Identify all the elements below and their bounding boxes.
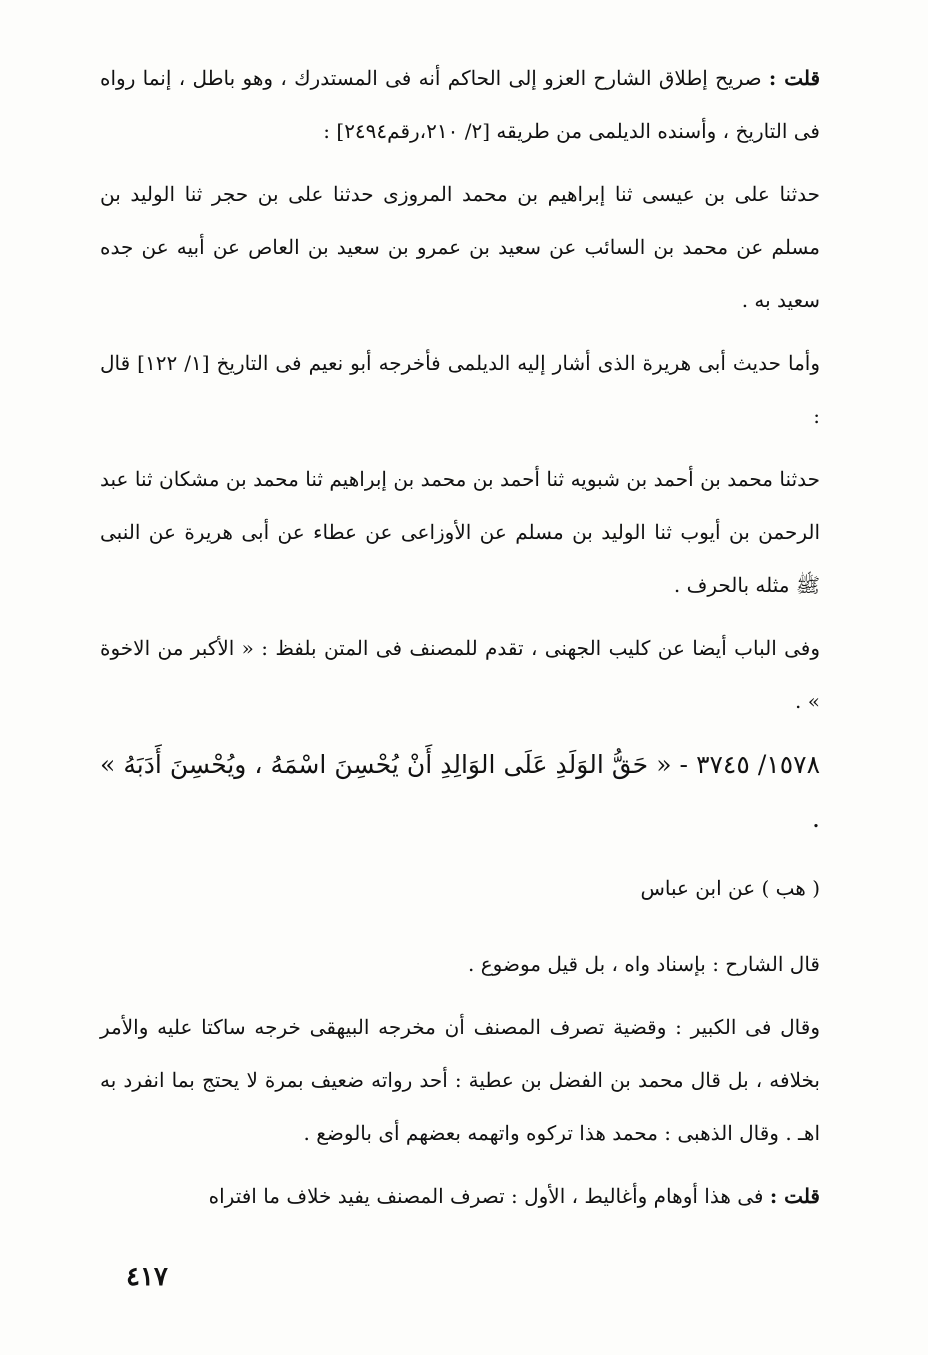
paragraph-qult-2: [100, 1170, 820, 1223]
paragraph-isnad-abu-nuaym: [100, 453, 820, 612]
paragraph-text: حدثنا على بن عيسى ثنا إبراهيم بن محمد المروزى حدثنا على بن حجر ثنا الوليد بن مسلم عن محمد بن السائب عن سعيد بن عمرو بن سعيد بن العاص عن أبيه عن جده سعيد به .: [100, 182, 820, 312]
paragraph-text: وقال فى الكبير : وقضية تصرف المصنف أن مخرجه البيهقى خرجه ساكتا عليه والأمر بخلافه ، بل قال محمد بن الفضل بن عطية : أحد رواته ضعيف بمرة لا يحتج بما انفرد به اهـ . وقال الذهبى : محمد هذا تركوه واتهمه بعضهم أى بالوضع .: [100, 1015, 821, 1145]
paragraph-kabir: [100, 1001, 820, 1160]
paragraph-text: فى هذا أوهام وأغاليط ، الأول : تصرف المصنف يفيد خلاف ما افتراه: [208, 1184, 770, 1208]
paragraph-isnad-daylami: [100, 168, 820, 327]
hadith-number: ١٥٧٨/ ٣٧٤٥: [696, 750, 821, 779]
paragraph-kulayb: [100, 622, 820, 728]
paragraph-text: وأما حديث أبى هريرة الذى أشار إليه الديلمى فأخرجه أبو نعيم فى التاريخ [١/ ١٢٢] قال :: [100, 351, 820, 428]
paragraph-text: صريح إطلاق الشارح العزو إلى الحاكم أنه فى المستدرك ، وهو باطل ، إنما رواه فى التاريخ ، وأسنده الديلمى من طريقه [٢/ ٢١٠،رقم٢٤٩٤] :: [100, 66, 820, 143]
text-column: [100, 52, 820, 1223]
paragraph-text: قال الشارح : بإسناد واه ، بل قيل موضوع .: [467, 952, 820, 976]
paragraph-text: وفى الباب أيضا عن كليب الجهنى ، تقدم للمصنف فى المتن بلفظ : « الأكبر من الاخوة » .: [100, 636, 820, 713]
paragraph-qult-1: [100, 52, 820, 158]
paragraph-text: حدثنا محمد بن أحمد بن شبويه ثنا أحمد بن محمد بن إبراهيم ثنا محمد بن مشكان ثنا عبد الرحمن بن أيوب ثنا الوليد بن مسلم عن الأوزاعى عن عطاء عن أبى هريرة عن النبى ﷺ مثله بالحرف .: [100, 467, 820, 597]
paragraph-lead: قلت :: [769, 1184, 820, 1208]
hadith-source: ( هب ) عن ابن عباس: [640, 876, 820, 900]
hadith-text: - « حَقُّ الوَلَدِ عَلَى الوَالِدِ أَنْ يُحْسِنَ اسْمَهُ ، ويُحْسِنَ أَدَبَهُ » .: [100, 750, 820, 833]
paragraph-lead: قلت :: [768, 66, 821, 90]
paragraph-sharih: [100, 938, 820, 991]
hadith-entry: [100, 738, 820, 846]
page-number: ٤١٧: [126, 1262, 168, 1292]
paragraph-abu-hurayra: [100, 337, 820, 443]
